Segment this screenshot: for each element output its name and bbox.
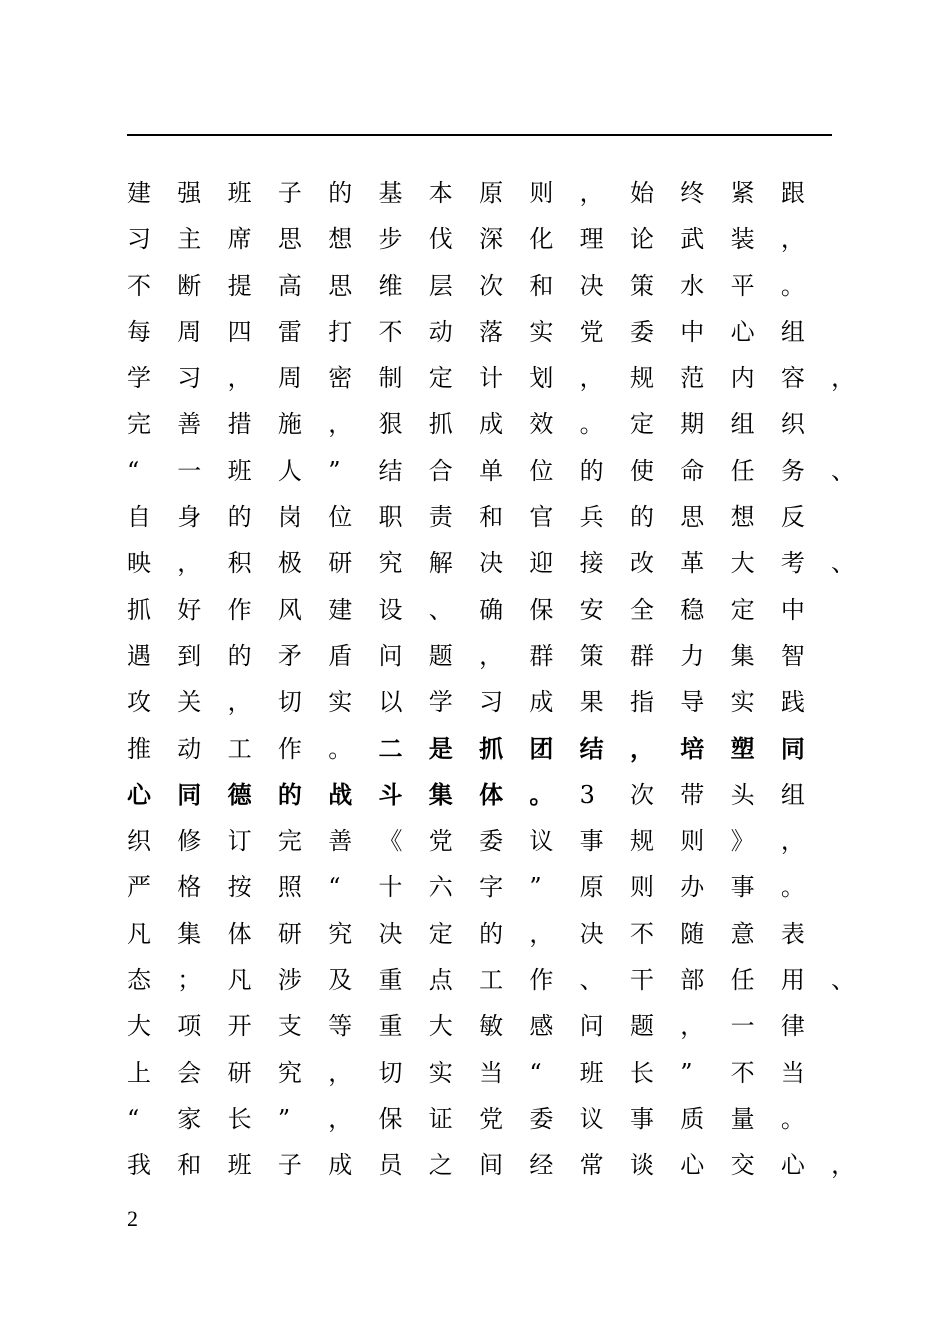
text-line: 不 断 提 高 思 维 层 次 和 决 策 水 平 。 bbox=[127, 271, 805, 300]
text-line: 态 ； 凡 涉 及 重 点 工 作 、 干 部 任 用 、 bbox=[127, 966, 856, 995]
text-line: 完 善 措 施 ， 狠 抓 成 效 。 定 期 组 织 bbox=[127, 410, 805, 439]
text-line: 攻 关 ， 切 实 以 学 习 成 果 指 导 实 践 bbox=[127, 688, 805, 717]
text-line: 织 修 订 完 善 《 党 委 议 事 规 则 》 ， bbox=[127, 827, 805, 856]
page-number: 2 bbox=[127, 1206, 138, 1231]
text-line: 上 会 研 究 ， 切 实 当 “ 班 长 ” 不 当 bbox=[127, 1058, 805, 1087]
text-line: 遇 到 的 矛 盾 问 题 ， 群 策 群 力 集 智 bbox=[127, 641, 805, 670]
text-line: 习 主 席 思 想 步 伐 深 化 理 论 武 装 ， bbox=[127, 225, 805, 254]
text-line: 严 格 按 照 “ 十 六 字 ” 原 则 办 事 。 bbox=[127, 873, 805, 902]
text-line: 自 身 的 岗 位 职 责 和 官 兵 的 思 想 反 bbox=[127, 503, 805, 532]
body-text bbox=[127, 170, 881, 1189]
text-line: 映 ， 积 极 研 究 解 决 迎 接 改 革 大 考 、 bbox=[127, 549, 856, 578]
text-line: 学 习 ， 周 密 制 定 计 划 ， 规 范 内 容 ， bbox=[127, 364, 856, 393]
header-rule bbox=[127, 134, 832, 136]
text-line: 推 动 工 作 。 二 是 抓 团 结 ， 培 塑 同 bbox=[127, 733, 805, 763]
text-line: 我 和 班 子 成 员 之 间 经 常 谈 心 交 心 ， bbox=[127, 1151, 856, 1180]
text-line: 抓 好 作 风 建 设 、 确 保 安 全 稳 定 中 bbox=[127, 595, 805, 624]
text-line: 凡 集 体 研 究 决 定 的 ， 决 不 随 意 表 bbox=[127, 919, 805, 948]
text-line: 建 强 班 子 的 基 本 原 则 ， 始 终 紧 跟 bbox=[127, 179, 805, 207]
text-line: “ 家 长 ” ， 保 证 党 委 议 事 质 量 。 bbox=[127, 1104, 805, 1133]
text-line: 每 周 四 雷 打 不 动 落 实 党 委 中 心 组 bbox=[127, 317, 805, 346]
text-line: 心 同 德 的 战 斗 集 体 。 3 次 带 头 组 bbox=[127, 779, 805, 809]
text-line: “ 一 班 人 ” 结 合 单 位 的 使 命 任 务 、 bbox=[127, 456, 856, 485]
text-line: 大 项 开 支 等 重 大 敏 感 问 题 ， 一 律 bbox=[127, 1012, 805, 1041]
